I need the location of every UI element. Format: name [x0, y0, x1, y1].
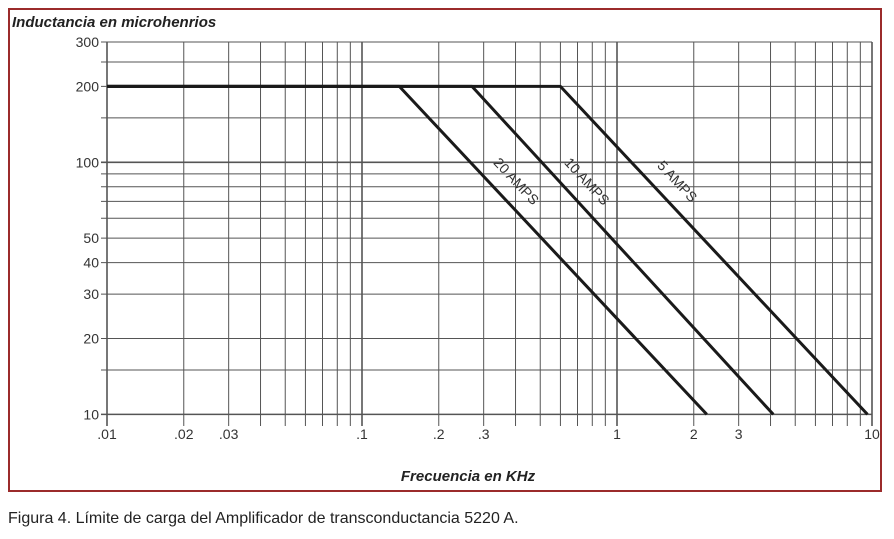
x-tick-label: 3 — [734, 426, 743, 442]
x-tick-label: .1 — [356, 426, 368, 442]
x-tick-label: 1 — [613, 426, 621, 442]
y-tick-label: 300 — [75, 34, 99, 50]
x-tick-label: .03 — [218, 426, 239, 442]
y-tick-label: 30 — [83, 286, 99, 303]
x-tick-label: .3 — [477, 426, 490, 442]
series-label: 5 AMPS — [654, 157, 701, 206]
x-tick-label: .02 — [174, 426, 194, 442]
series-label: 10 AMPS — [561, 154, 613, 209]
y-tick-label: 200 — [75, 78, 99, 95]
y-tick-label: 20 — [83, 330, 99, 347]
series-line — [107, 86, 868, 414]
x-tick-label: 2 — [689, 426, 698, 442]
grid — [101, 42, 872, 426]
y-tick-label: 40 — [83, 254, 99, 271]
figure-caption: Figura 4. Límite de carga del Amplificador de transconductancia 5220 A. — [8, 510, 519, 527]
x-tick-label: .2 — [432, 426, 445, 442]
series-line — [107, 86, 773, 414]
y-axis-title: Inductancia en microhenrios — [12, 14, 217, 31]
x-axis-title: Frecuencia en KHz — [400, 468, 536, 485]
y-tick-label: 100 — [75, 154, 99, 171]
x-tick-label: 10 — [864, 426, 880, 442]
y-tick-label: 50 — [83, 230, 99, 247]
y-tick-label: 10 — [83, 406, 99, 423]
x-tick-label: .01 — [97, 426, 117, 442]
series — [107, 86, 868, 414]
series-label: 20 AMPS — [490, 154, 543, 208]
